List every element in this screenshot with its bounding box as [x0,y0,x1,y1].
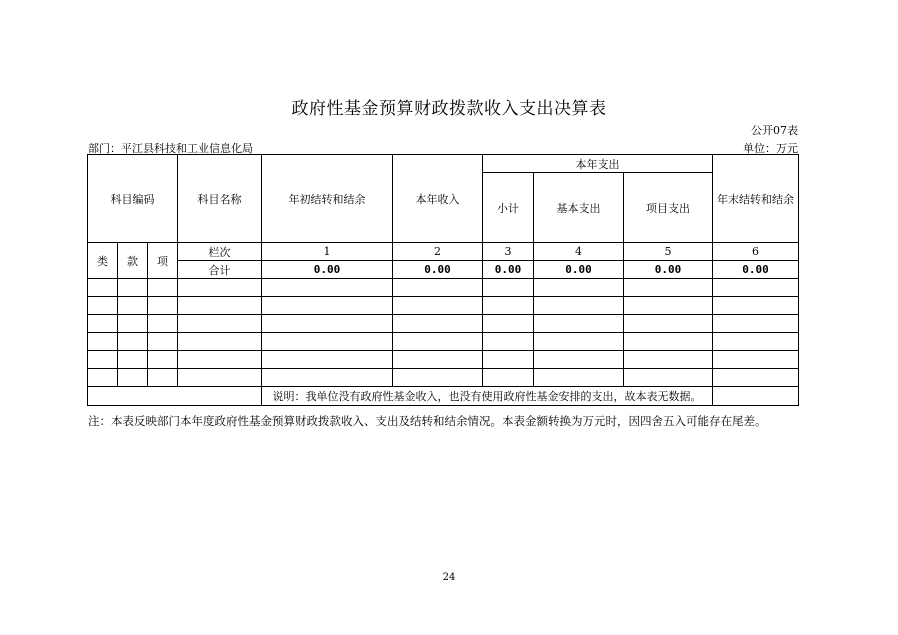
header-section: 款 [118,243,148,279]
footnote: 注：本表反映部门本年度政府性基金预算财政拨款收入、支出及结转和结余情况。本表金额转换为万元时，因四舍五入可能存在尾差。 [88,414,767,428]
table-note: 说明：我单位没有政府性基金收入，也没有使用政府性基金安排的支出，故本表无数据。 [262,387,713,406]
table-row [88,297,799,315]
header-income: 本年收入 [393,155,483,243]
total-value: 0.00 [262,261,393,279]
unit-label: 单位：万元 [743,142,798,155]
page-number: 24 [442,572,456,583]
column-index-label: 栏次 [178,243,262,261]
header-expense-group: 本年支出 [483,155,713,173]
column-number: 4 [534,243,624,261]
header-project-expense: 项目支出 [624,173,713,243]
table-row [88,315,799,333]
total-value: 0.00 [483,261,534,279]
note-row [88,387,799,406]
table-row [88,279,799,297]
table-row [88,333,799,351]
header-item: 项 [148,243,178,279]
column-number: 3 [483,243,534,261]
total-value: 0.00 [393,261,483,279]
header-basic-expense: 基本支出 [534,173,624,243]
form-code: 公开07表 [751,124,798,137]
table-row [88,369,799,387]
total-value: 0.00 [534,261,624,279]
header-subtotal: 小计 [483,173,534,243]
header-subject-code: 科目编码 [88,155,178,243]
column-number: 2 [393,243,483,261]
page-title: 政府性基金预算财政拨款收入支出决算表 [291,99,607,119]
total-row [88,261,799,279]
department-label: 部门：平江县科技和工业信息化局 [88,142,253,155]
column-number: 6 [713,243,799,261]
budget-table [87,154,799,406]
header-class: 类 [88,243,118,279]
header-end-balance: 年末结转和结余 [713,155,799,243]
table-row [88,351,799,369]
header-begin-balance: 年初结转和结余 [262,155,393,243]
total-value: 0.00 [713,261,799,279]
header-subject-name: 科目名称 [178,155,262,243]
total-value: 0.00 [624,261,713,279]
column-number: 1 [262,243,393,261]
total-label: 合计 [178,261,262,279]
column-number: 5 [624,243,713,261]
